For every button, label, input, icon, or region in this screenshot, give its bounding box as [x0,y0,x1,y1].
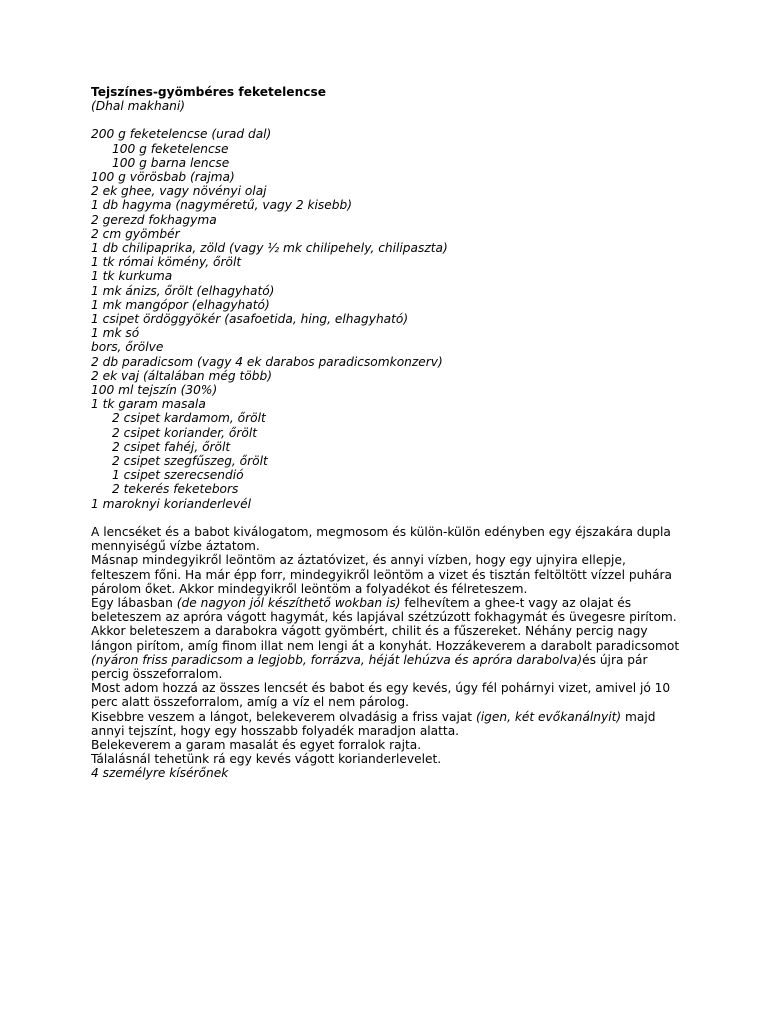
document-page [91,85,681,781]
ingredient-item: 2 cm gyömbér [91,226,180,241]
ingredient-item: 1 db chilipaprika, zöld (vagy ½ mk chilipehely, chilipaszta) [91,241,448,256]
ingredient-item: 1 maroknyi korianderlevél [91,496,252,511]
method-paragraph [91,738,681,752]
ingredient-item: 1 tk garam masala [91,397,206,412]
method-paragraph [91,553,681,596]
method-text: Belekeverem a garam masalát és egyet forralok rajta. [91,737,422,752]
ingredient-item: 2 csipet koriander, őrölt [112,425,258,440]
ingredient-item: 1 tk római kömény, őrölt [91,255,242,270]
method-text: és újra pár percig összeforralom. [91,652,648,681]
recipe-title: Tejszínes-gyömbéres feketelencse [91,85,326,99]
ingredient-item: 1 db hagyma (nagyméretű, vagy 2 kisebb) [91,198,353,213]
ingredient-item: 1 mk só [91,326,140,341]
ingredient-list [91,127,681,510]
method-paragraph [91,596,681,681]
method-text: A lencséket és a babot kiválogatom, megmosom és külön-külön edényben egy éjszakára dupla mennyiségű vízbe áztatom. [91,524,671,554]
ingredient-item: 100 ml tejszín (30%) [91,383,218,398]
method-text: Egy lábasban [91,595,177,610]
ingredient-item: 2 tekerés feketebors [112,482,239,497]
ingredient-item: 200 g feketelencse (urad dal) [91,127,272,142]
ingredient-item: 100 g feketelencse [112,141,229,156]
ingredient-item: 1 mk mangópor (elhagyható) [91,297,270,312]
ingredient-item: 2 csipet fahéj, őrölt [112,439,231,454]
ingredient-item: 2 ek vaj (általában még több) [91,368,272,383]
method-paragraph [91,681,681,709]
ingredient-item: 1 mk ánizs, őrölt (elhagyható) [91,283,275,298]
method-note: (igen, két evőkanálnyit) [475,709,622,724]
method-text: majd annyi tejszínt, hogy egy hosszabb folyadék maradjon alatta. [91,709,656,738]
ingredient-item: 2 csipet kardamom, őrölt [112,411,266,426]
ingredient-item: 1 csipet szerecsendió [112,468,244,483]
method-paragraph [91,752,681,766]
ingredient-item: 100 g vörösbab (rajma) [91,170,235,185]
method-text: Most adom hozzá az összes lencsét és babot és egy kevés, úgy fél pohárnyi vizet, amivel jó 10 perc alatt összeforralom, amíg a víz el nem párolog. [91,681,671,710]
ingredient-item: bors, őrölve [91,340,164,355]
ingredient-item: 100 g barna lencse [112,155,230,170]
ingredient-item: 2 gerezd fokhagyma [91,212,217,227]
method-paragraph [91,710,681,738]
method-text: Tálalásnál tehetünk rá egy kevés vágott korianderlevelet. [91,752,442,767]
method-note: (de nagyon jól készíthető wokban is) [176,595,401,610]
ingredient-item: 1 tk kurkuma [91,269,173,284]
ingredient-item: 2 db paradicsom (vagy 4 ek darabos paradicsomkonzerv) [91,354,443,369]
method-section [91,525,681,766]
servings-note: 4 személyre kísérőnek [91,766,229,781]
method-text: Másnap mindegyikről leöntöm az áztatóvizet, és annyi vízben, hogy egy ujnyira ellepje, felteszem főni. Ha már épp forr, mindegyikről leöntöm a vizet és tisztán feltöltött vízzel puhára párolom őket. Akkor mindegyikről leöntöm a folyadékot és félreteszem. [91,553,673,596]
method-note: (nyáron friss paradicsom a legjobb, forrázva, héját lehúzva és apróra darabolva) [91,652,583,667]
method-text: Kisebbre veszem a lángot, belekeverem olvadásig a friss vajat [91,709,476,724]
method-text: felhevítem a ghee-t vagy az olajat és beleteszem az apróra vágott hagymát, kés lapjával szétzúzott fokhagymát és üvegesre pirítom. Akkor beleteszem a darabokra vágott gyömbért, chilit és a fűszereket. Néhány percig nagy lángon pirítom, amíg finom illat nem lengi át a konyhát. Hozzákeverem a darabolt paradicsomot [91,595,680,653]
ingredient-item: 1 csipet ördöggyökér (asafoetida, hing, elhagyható) [91,312,409,327]
method-paragraph [91,525,681,553]
ingredient-item: 2 csipet szegfűszeg, őrölt [112,454,268,469]
recipe-subtitle: (Dhal makhani) [91,99,186,114]
ingredient-item: 2 ek ghee, vagy növényi olaj [91,184,267,199]
